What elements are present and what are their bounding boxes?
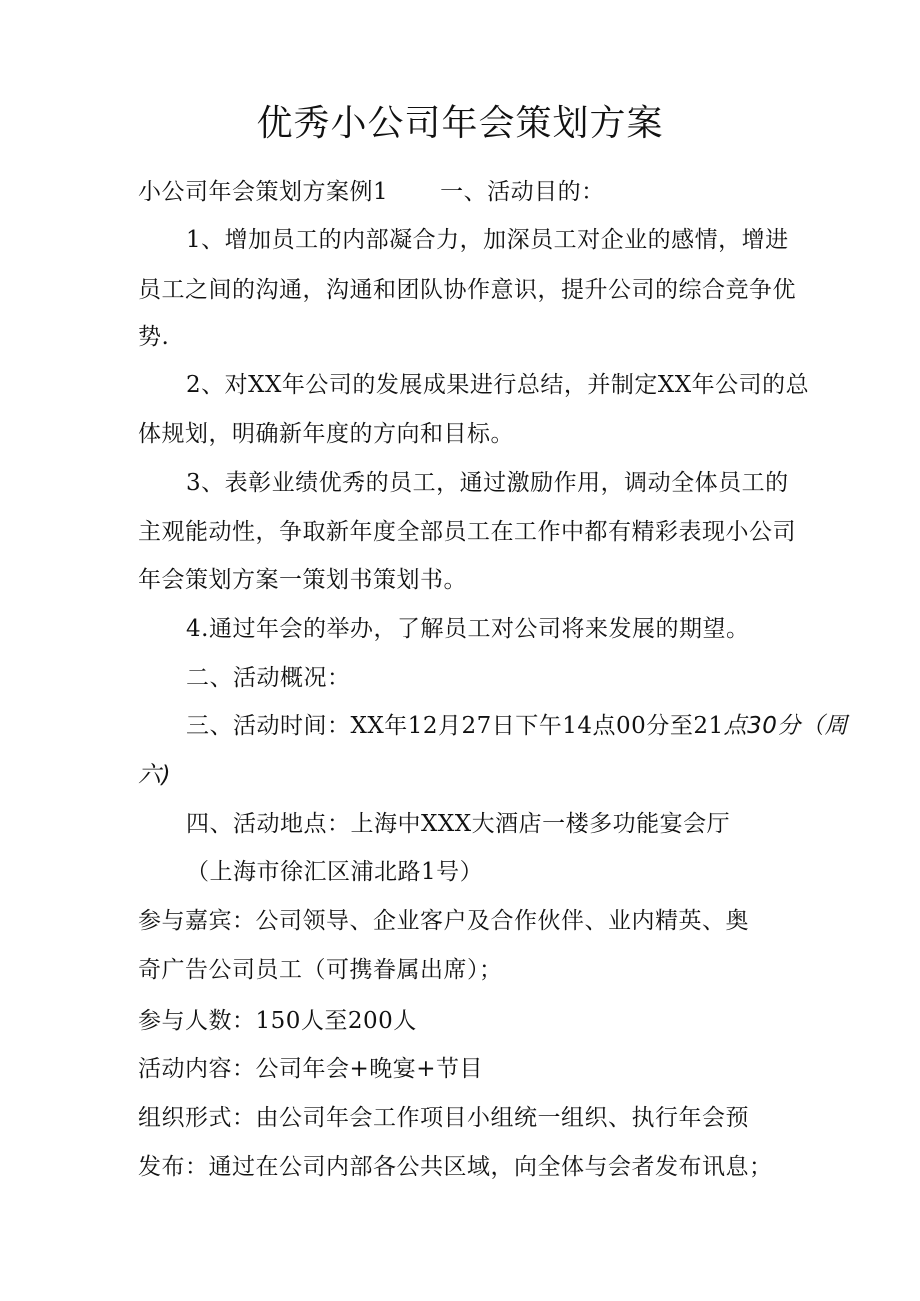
section-2-heading: 二、活动概况： — [186, 665, 351, 691]
paragraph-1-line-3: 势. — [138, 324, 170, 350]
paragraph-4-line-1: 4.通过年会的举办，了解员工对公司将来发展的期望。 — [186, 616, 750, 642]
address-line: （上海市徐汇区浦北路1号） — [186, 859, 484, 885]
guests-line-2: 奇广告公司员工（可携眷属出席）； — [138, 957, 503, 983]
venue-line: 四、活动地点：上海中XXX大酒店一楼多功能宴会厅 — [186, 811, 731, 837]
paragraph-1-line-1: 1、增加员工的内部凝合力，加深员工对企业的感情，增进 — [186, 227, 789, 253]
paragraph-2-line-1: 2、对XX年公司的发展成果进行总结，并制定XX年公司的总 — [186, 372, 810, 398]
document-title: 优秀小公司年会策划方案 — [256, 103, 664, 144]
content-line: 活动内容：公司年会+晚宴+节目 — [138, 1056, 484, 1082]
organization-line: 组织形式：由公司年会工作项目小组统一组织、执行年会预 — [138, 1105, 749, 1131]
activity-time-italic: 点30分（周 — [723, 713, 848, 739]
paragraph-1-line-2: 员工之间的沟通，沟通和团队协作意识，提升公司的综合竞争优 — [138, 277, 796, 303]
intro-case: 小公司年会策划方案例1 — [138, 179, 389, 205]
attendance-line: 参与人数：150人至200人 — [138, 1008, 417, 1034]
intro-heading: 一、活动目的： — [440, 179, 605, 205]
intro-line — [138, 176, 605, 208]
activity-time-continuation: 六) — [138, 762, 171, 788]
paragraph-3-line-3: 年会策划方案一策划书策划书。 — [138, 567, 467, 593]
activity-time-line — [186, 710, 848, 742]
paragraph-3-line-2: 主观能动性，争取新年度全部员工在工作中都有精彩表现小公司 — [138, 519, 796, 545]
paragraph-2-line-2: 体规划，明确新年度的方向和目标。 — [138, 421, 514, 447]
paragraph-3-line-1: 3、表彰业绩优秀的员工，通过激励作用，调动全体员工的 — [186, 470, 789, 496]
guests-line-1: 参与嘉宾：公司领导、企业客户及合作伙伴、业内精英、奥 — [138, 908, 749, 934]
activity-time-text: 三、活动时间：XX年12月27日下午14点00分至21 — [186, 713, 724, 739]
release-line: 发布：通过在公司内部各公共区域，向全体与会者发布讯息； — [138, 1154, 773, 1180]
